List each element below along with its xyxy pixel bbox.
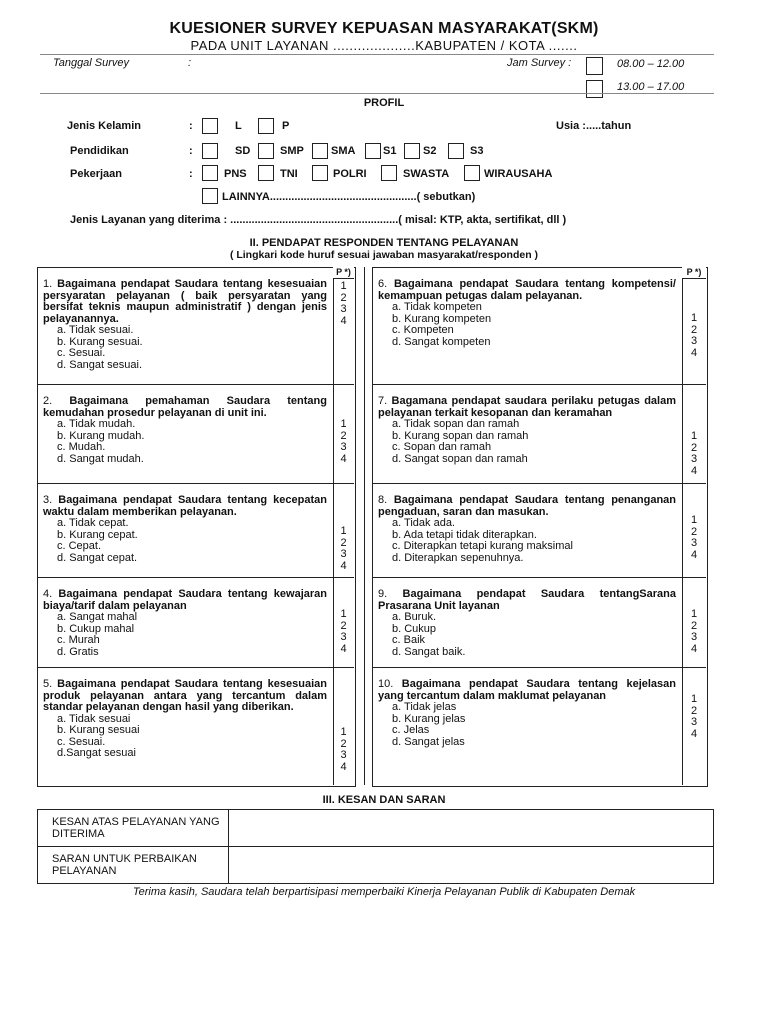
answer-code[interactable]: 4	[340, 314, 347, 327]
row-divider	[37, 577, 354, 578]
answer-code-column	[682, 609, 706, 655]
question-item	[43, 279, 327, 371]
job-checkbox-pns[interactable]	[202, 165, 218, 181]
answer-option[interactable]: c. Cepat.	[57, 540, 102, 552]
answer-code[interactable]: 2	[340, 536, 347, 549]
header-rule	[40, 54, 714, 55]
answer-code[interactable]: 1	[690, 312, 698, 324]
question-number: 1.	[43, 278, 53, 290]
education-checkbox-sma[interactable]	[312, 143, 328, 159]
question-number: 2.	[43, 395, 53, 407]
question-text	[43, 396, 327, 419]
job-option-polri: POLRI	[333, 168, 367, 180]
section3-heading: III. KESAN DAN SARAN	[322, 794, 446, 806]
answer-option[interactable]: a. Tidak sesuai.	[57, 324, 134, 336]
question-item	[43, 495, 327, 564]
question-text	[43, 679, 327, 714]
answer-code[interactable]: 3	[690, 453, 698, 465]
time-checkbox-afternoon[interactable]	[586, 80, 603, 98]
question-statement: Bagaimana pendapat Saudara tentang kecepatan waktu dalam memberikan pelayanan.	[43, 494, 327, 518]
center-divider	[364, 267, 365, 785]
left-p-header: P *)	[333, 267, 354, 279]
answer-code[interactable]: 4	[340, 642, 347, 655]
answer-code[interactable]: 1	[340, 525, 347, 537]
question-item	[378, 589, 676, 658]
answer-option[interactable]: c. Sesuai.	[57, 735, 106, 748]
question-item	[378, 396, 676, 465]
answer-code-column	[333, 609, 354, 655]
answer-option[interactable]: a. Tidak kompeten	[392, 301, 482, 313]
question-number: 6.	[378, 278, 388, 290]
survey-time-label: Jam Survey :	[507, 57, 572, 69]
answer-option[interactable]: a. Buruk.	[392, 611, 437, 623]
answer-code[interactable]: 4	[690, 548, 698, 561]
time-checkbox-morning[interactable]	[586, 57, 603, 75]
gender-checkbox-p[interactable]	[258, 118, 274, 134]
answer-option[interactable]: a. Tidak sesuai	[57, 712, 131, 725]
answer-option[interactable]: b. Kurang sesuai	[57, 724, 140, 736]
row-divider	[37, 483, 354, 484]
answer-option[interactable]: b. Kurang kompeten	[392, 312, 492, 325]
answer-code[interactable]: 1	[340, 608, 347, 620]
job-checkbox-polri[interactable]	[312, 165, 328, 181]
answer-code[interactable]: 1	[340, 726, 347, 738]
answer-option[interactable]: b. Kurang sopan dan ramah	[392, 429, 529, 442]
education-label: Pendidikan	[70, 145, 129, 157]
answer-option[interactable]: a. Sangat mahal	[57, 611, 138, 623]
section2-instruction: ( Lingkari kode huruf sesuai jawaban masyarakat/responden )	[229, 249, 539, 261]
answer-code[interactable]: 4	[690, 727, 698, 740]
question-number: 10.	[378, 678, 394, 690]
answer-option[interactable]: c. Jelas	[392, 724, 430, 736]
impression-input[interactable]	[229, 810, 714, 847]
answer-code-column	[682, 694, 706, 740]
question-text	[378, 279, 676, 302]
answer-code-column	[682, 515, 706, 561]
question-item	[378, 679, 676, 748]
impression-row	[38, 810, 714, 847]
row-divider	[372, 384, 706, 385]
survey-date-label: Tanggal Survey	[53, 57, 130, 69]
answer-code[interactable]: 3	[690, 716, 698, 728]
row-divider	[37, 384, 354, 385]
row-divider	[372, 577, 706, 578]
answer-code-column	[333, 419, 354, 465]
answer-code[interactable]: 1	[690, 693, 698, 705]
education-option-s1: S1	[383, 145, 397, 157]
gender-colon: :	[189, 120, 193, 132]
answer-option[interactable]: b. Cukup mahal	[57, 622, 135, 635]
job-checkbox-other[interactable]	[202, 188, 218, 204]
answer-option[interactable]: c. Baik	[392, 634, 426, 646]
answer-option[interactable]: b. Cukup	[392, 622, 437, 635]
education-option-s2: S2	[423, 145, 437, 157]
answer-code[interactable]: 4	[340, 559, 347, 572]
question-statement: Bagaimana pendapat Saudara tentang kesesuaian produk pelayanan antara yang tercantum dalam standar pelayanan dengan hasil yang diberikan.	[43, 678, 327, 713]
education-checkbox-s1[interactable]	[365, 143, 381, 159]
gender-option-p: P	[282, 120, 290, 132]
answer-code[interactable]: 3	[690, 631, 698, 643]
question-number: 7.	[378, 395, 388, 407]
answer-option[interactable]: d. Gratis	[57, 645, 99, 658]
job-colon: :	[189, 168, 193, 180]
suggestion-label: SARAN UNTUK PERBAIKAN PELAYANAN	[38, 847, 229, 884]
answer-code[interactable]: 4	[690, 346, 698, 359]
answer-option[interactable]: d.Sangat sesuai	[57, 747, 136, 759]
suggestion-input[interactable]	[229, 847, 714, 884]
answer-option[interactable]: b. Kurang cepat.	[57, 528, 138, 541]
answer-code[interactable]: 2	[690, 704, 698, 717]
answer-option[interactable]: c. Mudah.	[57, 441, 106, 453]
answer-code[interactable]: 3	[340, 303, 347, 315]
question-statement: Bagaimana pendapat Saudara tentang kompetensi/ kemampuan petugas dalam pelayanan.	[378, 278, 676, 302]
answer-option[interactable]: d. Sangat kompeten	[392, 335, 491, 348]
gender-checkbox-l[interactable]	[202, 118, 218, 134]
education-option-smp: SMP	[280, 145, 304, 157]
answer-option[interactable]: d. Sangat mudah.	[57, 452, 144, 465]
answer-code[interactable]: 3	[340, 441, 347, 453]
answer-code[interactable]: 2	[340, 619, 347, 632]
job-option-pns: PNS	[224, 168, 247, 180]
answer-option[interactable]: c. Murah	[57, 634, 100, 646]
answer-code-column	[682, 313, 706, 359]
question-statement: Bagaimana pemahaman Saudara tentang kemudahan prosedur pelayanan di unit ini.	[43, 395, 327, 419]
right-p-header: P *)	[682, 267, 706, 279]
time-option-morning: 08.00 – 12.00	[617, 58, 685, 70]
survey-date-colon: :	[188, 57, 192, 69]
answer-code[interactable]: 3	[340, 548, 347, 560]
question-statement: Bagaimana pendapat Saudara tentang penanganan pengaduan, saran dan masukan.	[378, 494, 676, 518]
time-option-afternoon: 13.00 – 17.00	[617, 81, 685, 93]
question-statement: Bagamana pendapat saudara perilaku petugas dalam pelayanan terkait kesopanan dan keramahan	[378, 395, 676, 419]
gender-label: Jenis Kelamin	[67, 120, 141, 132]
answer-code[interactable]: 3	[690, 335, 698, 347]
question-statement: Bagaimana pendapat Saudara tentang kewajaran biaya/tarif dalam pelayanan	[43, 588, 327, 612]
question-statement: Bagaimana pendapat Saudara tentangSarana Prasarana Unit layanan	[378, 588, 676, 612]
row-divider	[372, 483, 706, 484]
question-statement: Bagaimana pendapat Saudara tentang kejelasan yang tercantum dalam maklumat pelayanan	[378, 678, 676, 702]
education-option-sd: SD	[235, 145, 251, 157]
education-checkbox-sd[interactable]	[202, 143, 218, 159]
answer-option[interactable]: b. Kurang jelas	[392, 712, 466, 725]
question-number: 4.	[43, 588, 53, 600]
job-option-wirausaha: WIRAUSAHA	[484, 168, 553, 180]
answer-option[interactable]: d. Sangat cepat.	[57, 551, 138, 564]
answer-code[interactable]: 3	[340, 631, 347, 643]
answer-code-column	[333, 281, 354, 327]
question-item	[378, 279, 676, 348]
question-number: 3.	[43, 494, 53, 506]
question-number: 5.	[43, 678, 53, 690]
answer-code-column	[333, 727, 354, 773]
answer-code[interactable]: 2	[340, 429, 347, 442]
question-number: 8.	[378, 494, 388, 506]
form-subtitle: PADA UNIT LAYANAN ....................KABUPATEN / KOTA .......	[190, 38, 578, 53]
answer-option[interactable]: d. Sangat jelas	[392, 735, 465, 748]
answer-option[interactable]: c. Sopan dan ramah	[392, 441, 492, 453]
education-checkbox-s2[interactable]	[404, 143, 420, 159]
job-option-tni: TNI	[280, 168, 298, 180]
answer-option[interactable]: b. Kurang mudah.	[57, 429, 145, 442]
profile-heading: PROFIL	[363, 97, 405, 109]
section2-heading: II. PENDAPAT RESPONDEN TENTANG PELAYANAN	[249, 237, 519, 249]
education-colon: :	[189, 145, 193, 157]
question-item	[43, 589, 327, 658]
answer-code-column	[682, 431, 706, 477]
job-checkbox-tni[interactable]	[258, 165, 274, 181]
answer-code[interactable]: 1	[340, 418, 347, 430]
question-text	[378, 589, 676, 612]
answer-code[interactable]: 2	[340, 291, 347, 304]
answer-code[interactable]: 4	[340, 452, 347, 465]
answer-code-column	[333, 526, 354, 572]
answer-option[interactable]: b. Ada tetapi tidak diterapkan.	[392, 528, 537, 541]
question-item	[378, 495, 676, 564]
answer-option[interactable]: d. Diterapkan sepenuhnya.	[392, 551, 524, 564]
suggestion-row	[38, 847, 714, 884]
question-text	[43, 279, 327, 325]
job-option-other[interactable]: LAINNYA................................................( sebutkan)	[222, 191, 476, 203]
gender-option-l: L	[235, 120, 242, 132]
service-type-field[interactable]: Jenis Layanan yang diterima : .......................................................( misal: KTP, akta, sertifikat, dll )	[70, 214, 567, 226]
answer-option[interactable]: a. Tidak mudah.	[57, 418, 136, 430]
row-divider	[37, 667, 354, 668]
answer-code[interactable]: 2	[690, 441, 698, 454]
answer-option[interactable]: a. Tidak cepat.	[57, 517, 129, 529]
answer-option[interactable]: a. Tidak sopan dan ramah	[392, 418, 520, 430]
question-text	[378, 495, 676, 518]
answer-code[interactable]: 1	[340, 280, 347, 292]
question-text	[378, 396, 676, 419]
answer-code[interactable]: 3	[340, 749, 347, 761]
question-item	[43, 396, 327, 465]
answer-code[interactable]: 1	[690, 514, 698, 526]
answer-code[interactable]: 2	[690, 323, 698, 336]
answer-code[interactable]: 3	[690, 537, 698, 549]
answer-option[interactable]: a. Tidak ada.	[392, 517, 455, 529]
impression-label: KESAN ATAS PELAYANAN YANG DITERIMA	[38, 810, 229, 847]
answer-code[interactable]: 4	[690, 464, 698, 477]
answer-code[interactable]: 4	[690, 642, 698, 655]
answer-option[interactable]: c. Sesuai.	[57, 347, 106, 359]
answer-option[interactable]: d. Sangat baik.	[392, 645, 466, 658]
question-text	[43, 495, 327, 518]
question-text	[43, 589, 327, 612]
question-statement: Bagaimana pendapat Saudara tentang kesesuaian persyaratan pelayanan ( baik persyaratan yang bersifat teknis maupun administratif ) dengan jenis pelayanannya.	[43, 278, 327, 325]
answer-code[interactable]: 2	[690, 525, 698, 538]
age-field[interactable]: Usia :.....tahun	[556, 120, 632, 132]
job-label: Pekerjaan	[70, 168, 122, 180]
education-checkbox-s3[interactable]	[448, 143, 464, 159]
row-divider	[372, 667, 706, 668]
answer-option[interactable]: d. Sangat sopan dan ramah	[392, 452, 528, 465]
answer-code[interactable]: 1	[690, 430, 698, 442]
education-checkbox-smp[interactable]	[258, 143, 274, 159]
question-item	[43, 679, 327, 760]
info-rule	[40, 93, 714, 94]
job-checkbox-swasta[interactable]	[381, 165, 397, 181]
job-checkbox-wirausaha[interactable]	[464, 165, 480, 181]
answer-option[interactable]: c. Diterapkan tetapi kurang maksimal	[392, 540, 573, 552]
answer-code[interactable]: 4	[340, 760, 347, 773]
answer-option[interactable]: d. Sangat sesuai.	[57, 358, 143, 371]
footer-thanks: Terima kasih, Saudara telah berpartisipasi memperbaiki Kinerja Pelayanan Publik di Kabupaten Demak	[132, 886, 636, 898]
education-option-s3: S3	[470, 145, 484, 157]
answer-option[interactable]: b. Kurang sesuai.	[57, 335, 143, 348]
answer-code[interactable]: 2	[340, 737, 347, 750]
form-title: KUESIONER SURVEY KEPUASAN MASYARAKAT(SKM)	[169, 20, 599, 37]
impressions-table	[37, 809, 714, 884]
question-text	[378, 679, 676, 702]
answer-code[interactable]: 1	[690, 608, 698, 620]
answer-code[interactable]: 2	[690, 619, 698, 632]
job-option-swasta: SWASTA	[403, 168, 450, 180]
education-option-sma: SMA	[331, 145, 356, 157]
question-number: 9.	[378, 588, 388, 600]
answer-option[interactable]: a. Tidak jelas	[392, 701, 457, 713]
answer-option[interactable]: c. Kompeten	[392, 324, 454, 336]
